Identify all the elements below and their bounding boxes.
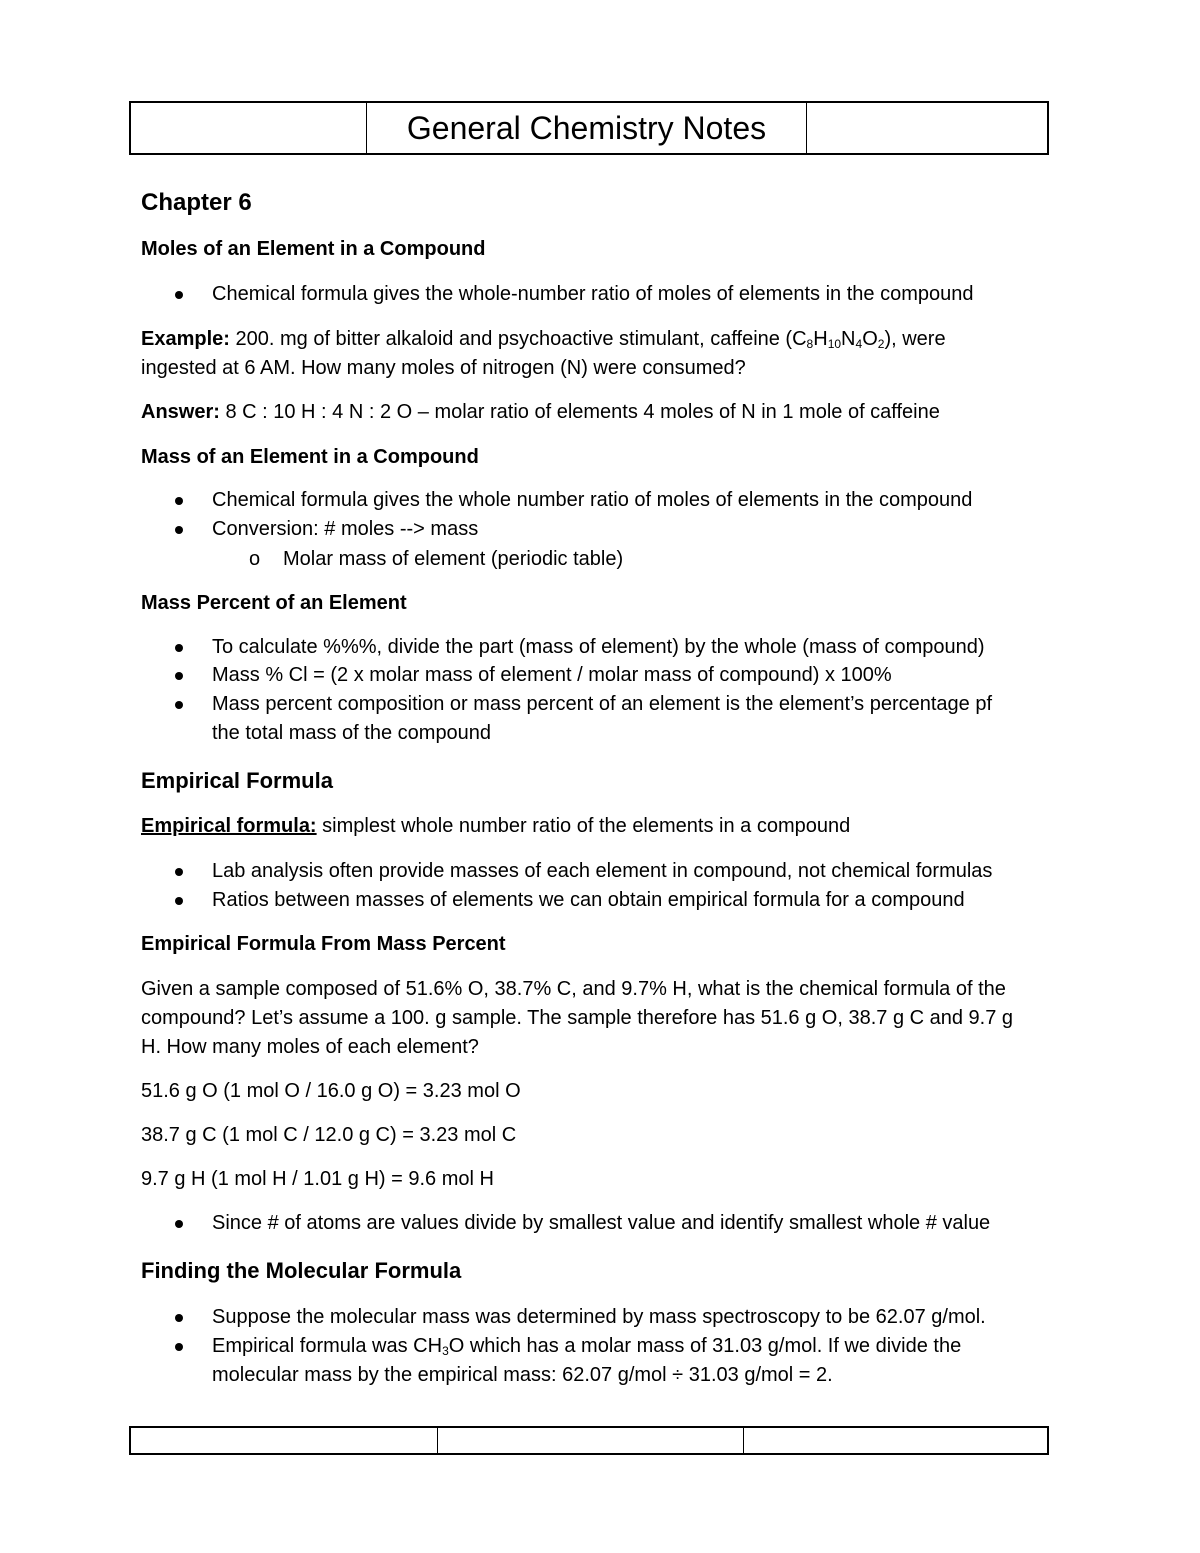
header-cell-center [367, 103, 807, 153]
footer-cell-right [744, 1428, 1047, 1453]
bullet-icon [175, 897, 183, 905]
bullet-icon [175, 1220, 183, 1228]
calculation-line: 38.7 g C (1 mol C / 12.0 g C) = 3.23 mol C [141, 1124, 517, 1146]
section-heading-empirical: Empirical Formula [141, 768, 333, 793]
document-page: General Chemistry Notes Chapter 6 Moles of an Element in a Compound Chemical formula gives the whole-number ratio of moles of elements in the compound Example: 200. mg of bitter alkaloid and psychoactive stimulant, caffeine $(C_8H_{10}N_4O_2)$, were ingested at 6 AM. How many moles of nitrogen (N) were consumed? Answer: 8 C : 10 H : 4 N : 2 O – molar ratio of elements 4 moles of N in 1 mole of caffeine Mass of an Element in a Compound Chemical formula gives the whole number ratio of moles of elements in the compound Conversion: # moles --> mass o Molar mass of element (periodic table) Mass Percent of an Element To calculate %%%, divide the part (mass of element) by the whole (mass of compound) Mass % Cl = (2 x molar mass of element / molar mass of compound) x 100% Mass percent composition or mass percent of an element is the element’s percentage pf the total mass of the compound Empirical Formula Empirical formula: simplest whole number ratio of the elements in a compound Lab analysis often provide masses of each element in compound, not chemical formulas Ratios between masses of elements we can obtain empirical formula for a compound Empirical Formula From Mass Percent Given a sample composed of 51.6% O, 38.7% C, and 9.7% H, what is the chemical formula of the compound? Let’s assume a 100. g sample. The sample therefore has 51.6 g O, 38.7 g C and 9.7 g H. How many moles of each element? 51.6 g O (1 mol O / 16.0 g O) = 3.23 mol O 38.7 g C (1 mol C / 12.0 g C) = 3.23 mol C 9.7 g H (1 mol H / 1.01 g H) = 9.6 mol H Since # of atoms are values divide by smallest value and identify smallest whole # value Finding the Molecular Formula Suppose the molecular mass was determined by mass spectroscopy to be 62.07 g/mol. Empirical formula was $CH_3O$ which has a molar mass of 31.03 g/mol. If we divide the molecular mass by the empirical mass: 62.07 g/mol ÷ 31.03 g/mol = 2. [0, 0, 1200, 1553]
header-cell-right [807, 103, 1047, 153]
header-table [129, 101, 1049, 155]
section-heading-from-mass-percent: Empirical Formula From Mass Percent [141, 933, 506, 955]
example-paragraph: Example: 200. mg of bitter alkaloid and psychoactive stimulant, caffeine $(C_8H_{10}N_4O_2)$, were [141, 328, 946, 351]
bullet-icon [175, 1314, 183, 1322]
sub-bullet-marker: o [249, 548, 261, 570]
bullet-icon [175, 644, 183, 652]
footer-cell-center [438, 1428, 744, 1453]
calculation-line: 9.7 g H (1 mol H / 1.01 g H) = 9.6 mol H [141, 1168, 494, 1190]
paragraph-line: Given a sample composed of 51.6% O, 38.7% C, and 9.7% H, what is the chemical formula of the [141, 978, 1006, 1000]
footer-table [129, 1426, 1049, 1455]
bullet-icon [175, 291, 183, 299]
section-heading-mass: Mass of an Element in a Compound [141, 446, 479, 468]
example-paragraph-line2: ingested at 6 AM. How many moles of nitrogen (N) were consumed? [141, 357, 746, 379]
bullet-icon [175, 672, 183, 680]
calculation-line: 51.6 g O (1 mol O / 16.0 g O) = 3.23 mol O [141, 1080, 521, 1102]
section-heading-molecular: Finding the Molecular Formula [141, 1258, 462, 1283]
section-heading-mass-percent: Mass Percent of an Element [141, 592, 407, 614]
section-heading-moles: Moles of an Element in a Compound [141, 238, 486, 260]
chapter-heading: Chapter 6 [141, 189, 252, 216]
bullet-icon [175, 1343, 183, 1351]
paragraph-line: compound? Let’s assume a 100. g sample. The sample therefore has 51.6 g O, 38.7 g C and 9.7 g [141, 1007, 1014, 1029]
paragraph-line: H. How many moles of each element? [141, 1036, 479, 1058]
page-title: General Chemistry Notes [406, 109, 767, 146]
bullet-icon [175, 497, 183, 505]
header-cell-left [131, 103, 367, 153]
answer-paragraph: Answer: 8 C : 10 H : 4 N : 2 O – molar ratio of elements 4 moles of N in 1 mole of caffeine [141, 401, 940, 423]
bullet-icon [175, 526, 183, 534]
definition-paragraph: Empirical formula: simplest whole number ratio of the elements in a compound [141, 815, 851, 837]
footer-cell-left [131, 1428, 438, 1453]
bullet-icon [175, 868, 183, 876]
bullet-icon [175, 701, 183, 709]
